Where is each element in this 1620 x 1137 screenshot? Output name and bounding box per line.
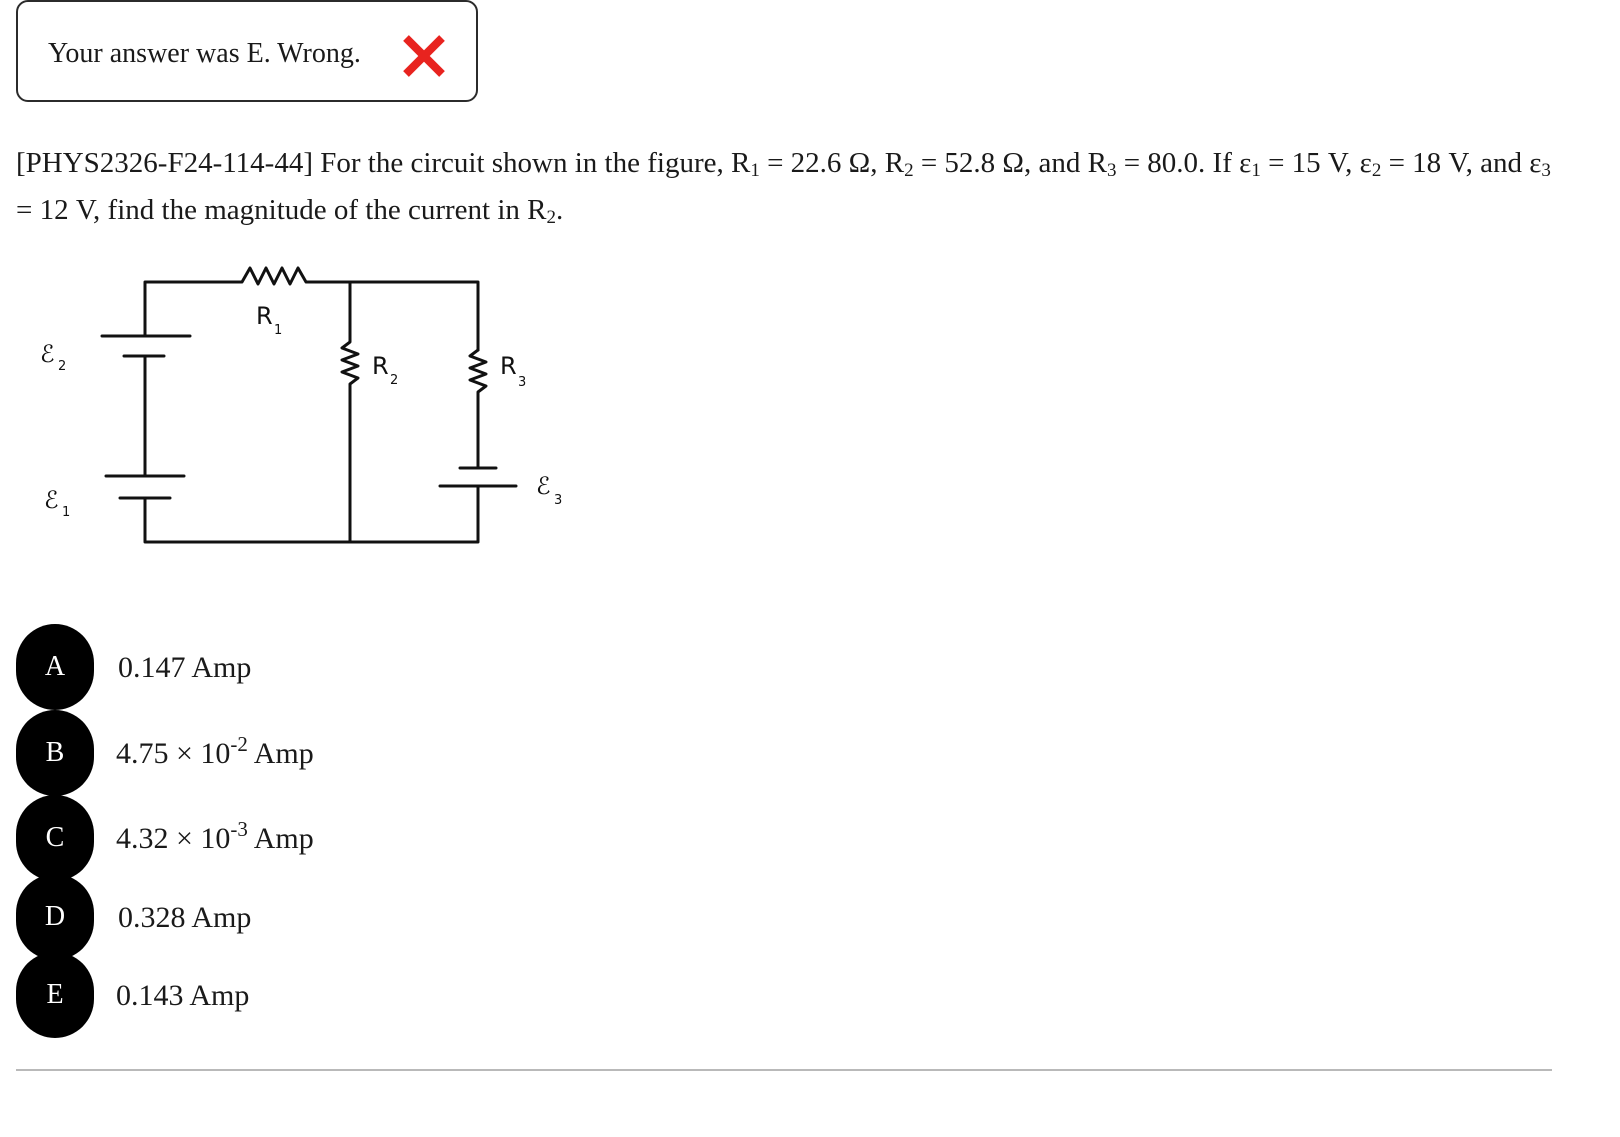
question-text: [PHYS2326-F24-114-44] For the circuit shown in the figure, $R_1 = 22.6$ Ω, $R_2 = 52.8$ Ω, and $R_3 = 80.0$. If $\varepsilon_1 = 15$ V, $\varepsilon_2 = 18$ V, and $\varepsilon_3 = 12$ V, find the magnitude of the current in $R_2$. xyxy=(16,147,1551,228)
r3-branch xyxy=(470,350,486,468)
answer-feedback-box xyxy=(16,0,478,102)
top-wire xyxy=(145,268,478,350)
choice-text-c[interactable]: $4.32 \times 10^{-3}$ Amp xyxy=(116,817,314,855)
label-e3: ℰ xyxy=(536,472,551,500)
choice-text-e[interactable]: 0.143 Amp xyxy=(116,979,250,1012)
cross-icon xyxy=(398,30,450,82)
choice-letter-b[interactable]: B xyxy=(16,710,94,796)
divider xyxy=(16,1069,1552,1071)
label-e2: ℰ xyxy=(40,340,55,368)
feedback-text: Your answer was E. Wrong. xyxy=(48,38,361,69)
choice-letter-c[interactable]: C xyxy=(16,795,94,881)
choice-text-d[interactable]: 0.328 Amp xyxy=(118,901,252,934)
choice-letter-e[interactable]: E xyxy=(16,952,94,1038)
label-r3: R xyxy=(500,352,517,380)
choice-letter-a[interactable]: A xyxy=(16,624,94,710)
choice-text-a[interactable]: 0.147 Amp xyxy=(118,651,252,684)
label-r1: R xyxy=(256,302,273,330)
label-r2: R xyxy=(372,352,389,380)
bottom-wire xyxy=(145,486,478,542)
label-e2-sub: 2 xyxy=(58,359,67,374)
label-r3-sub: 3 xyxy=(518,375,527,390)
label-r1-sub: 1 xyxy=(274,323,283,338)
circuit-diagram xyxy=(20,250,600,560)
label-r2-sub: 2 xyxy=(390,373,399,388)
label-e1: ℰ xyxy=(44,486,59,514)
choice-letter-d[interactable]: D xyxy=(16,874,94,960)
label-e1-sub: 1 xyxy=(62,505,71,520)
label-e3-sub: 3 xyxy=(554,493,563,508)
choice-text-b[interactable]: $4.75 \times 10^{-2}$ Amp xyxy=(116,732,314,770)
r2-branch xyxy=(342,282,358,542)
